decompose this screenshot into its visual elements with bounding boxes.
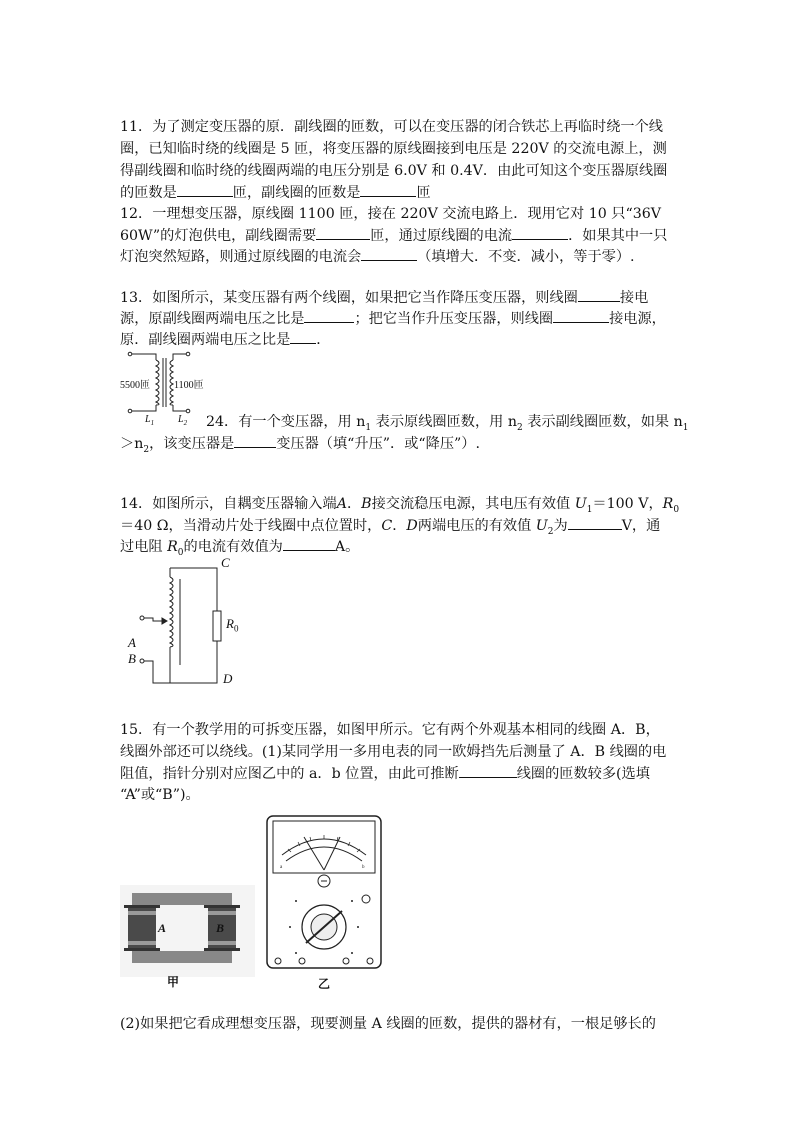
q11-line-3: 得副线圈和临时绕的线圈两端的电压分别是 6.0V 和 0.4V．由此可知这个变压器原线圈 (120, 163, 668, 179)
q14-blank-voltage[interactable] (568, 515, 622, 530)
q14-autotransformer-figure (120, 555, 245, 690)
q14-blank-current[interactable] (283, 536, 335, 551)
q14-text-h: 过电阻 (120, 539, 168, 555)
q13-blank-stepup-coil[interactable] (553, 308, 609, 323)
q14-A: A (336, 496, 347, 512)
q14-R0-2: R (167, 539, 178, 555)
q11-line-2: 圈，已知临时绕的线圈是 5 匝，将变压器的原线圈接到电压是 220V 的交流电源上，测 (120, 141, 667, 157)
q11-text-c: 匝 (416, 185, 431, 201)
q13-blank-stepdown-coil[interactable] (578, 287, 620, 302)
q12-line-2 (120, 225, 667, 247)
q14-text-f: 为 (553, 518, 568, 534)
terminal-C-label: C (221, 555, 230, 570)
svg-text:a: a (280, 865, 283, 870)
q14-dot-2: ． (392, 518, 407, 534)
q15-text-b: 线圈的匝数较多(选填 (516, 766, 650, 782)
svg-text:b: b (362, 865, 365, 870)
q14-R0-sub-2: 0 (177, 547, 184, 558)
q11-blank-primary-turns[interactable] (177, 182, 233, 197)
q24-sub-2: 2 (516, 422, 523, 433)
q12-text-a: 60W”的灯泡供电，副线圈需要 (120, 228, 317, 244)
q24-sub-4: 2 (143, 444, 150, 455)
coil-A-label: A (158, 921, 167, 935)
q24-text-e: ，该变压器是 (149, 436, 235, 452)
q13-text-a: 13．如图所示，某变压器有两个线圈，如果把它当作降压变压器，则线圈 (120, 290, 578, 306)
figure-jia-caption: 甲 (167, 975, 180, 989)
q13-text-f: 原．副线圈两端电压之比是 (120, 332, 291, 348)
q15-multimeter-figure (266, 815, 382, 969)
q15-line-3 (120, 763, 650, 785)
q13-blank-stepup-ratio[interactable] (290, 329, 316, 344)
q15-text-a: 阻值，指针分别对应图乙中的 a．b 位置，由此可推断 (120, 766, 459, 782)
q24-line-2 (120, 433, 480, 461)
detachable-transformer-image (120, 885, 255, 977)
q24-text-b: 表示原线圈匝数，用 n (371, 414, 517, 430)
q12-line-3 (120, 246, 635, 268)
q24-text-a: 24．有一个变压器，用 n (206, 414, 366, 430)
q13-line-2 (120, 308, 666, 330)
q24-sub-3: 1 (682, 422, 689, 433)
q13-text-c: 源，原副线圈两端电压之比是 (120, 311, 305, 327)
q14-text-j: A。 (334, 539, 360, 555)
q14-dot: ． (346, 496, 362, 512)
q14-U1: U (574, 496, 587, 512)
q15-line-1: 15．有一个教学用的可拆变压器，如图甲所示。它有两个外观基本相同的线圈 A．B， (120, 722, 660, 738)
q14-B: B (361, 496, 372, 512)
q14-text-i: 的电流有效值为 (183, 539, 283, 555)
q14-U2-sub: 2 (547, 526, 554, 537)
coil-B-label: B (216, 921, 225, 935)
q12-blank-short-circuit[interactable] (361, 246, 417, 261)
q15-transformer-photo (120, 885, 255, 977)
q13-transformer-figure (116, 348, 211, 428)
q12-blank-secondary-turns[interactable] (316, 225, 370, 240)
q12-line-1: 12．一理想变压器，原线圈 1100 匝，接在 220V 交流电路上．现用它对 10 只“36V (120, 206, 662, 222)
q14-text-g: V，通 (621, 518, 661, 534)
q14-U1-sub: 1 (586, 504, 593, 515)
q24-blank-type[interactable] (234, 433, 276, 448)
q13-blank-stepdown-ratio[interactable] (304, 308, 354, 323)
q15-line-5: (2)如果把它看成理想变压器，现要测量 A 线圈的匝数，提供的器材有，一根足够长的 (120, 1016, 656, 1032)
q11-blank-secondary-turns[interactable] (360, 182, 416, 197)
q14-D: D (406, 518, 418, 534)
right-coil-turns-label: 1100匝 (174, 380, 204, 391)
q12-text-d: 灯泡突然短路，则通过原线圈的电流会 (120, 249, 362, 265)
coil-L1-label: $L_1$ (145, 414, 155, 427)
resistor-R0-label: $R_0$ (226, 616, 239, 634)
q15-line-2: 线圈外部还可以绕线。(1)某同学用一多用电表的同一欧姆挡先后测量了 A．B 线圈的电 (120, 744, 667, 760)
q14-text-a: 14．如图所示，自耦变压器输入端 (120, 496, 337, 512)
q24-text-c: 表示副线圈匝数，如果 n (522, 414, 683, 430)
q11-line-1: 11．为了测定变压器的原．副线圈的匝数，可以在变压器的闭合铁芯上再临时绕一个线 (120, 119, 663, 135)
q14-text-d: ＝40 Ω，当滑动片处于线圈中点位置时， (120, 518, 382, 534)
figure-yi-caption: 乙 (318, 977, 331, 991)
q24-sub-1: 1 (365, 422, 372, 433)
q11-line-4 (120, 182, 431, 204)
q14-text-c: ＝100 V， (592, 496, 663, 512)
q12-text-c: ．如果其中一只 (568, 228, 668, 244)
terminal-D-label: D (223, 671, 233, 686)
q12-text-b: 匝，通过原线圈的电流 (370, 228, 513, 244)
q12-text-e: （填增大．不变．减小，等于零）. (417, 249, 635, 265)
q14-R0: R (662, 496, 674, 512)
q13-text-b: 接电 (619, 290, 649, 306)
q13-line-1 (120, 287, 648, 309)
q11-text-b: 匝，副线圈的匝数是 (232, 185, 361, 201)
q13-text-g: ． (316, 332, 331, 348)
q15-line-4: “A”或“B”)。 (120, 787, 200, 803)
q14-text-e: 两端电压的有效值 (417, 518, 536, 534)
terminal-A-label: A (128, 635, 136, 650)
q14-R0-sub: 0 (673, 504, 680, 515)
q12-blank-primary-current[interactable] (512, 225, 568, 240)
q14-U2: U (535, 518, 548, 534)
q24-text-d: ＞n (120, 436, 144, 452)
q13-text-d: ；把它当作升压变压器，则线圈 (354, 311, 554, 327)
terminal-B-label: B (128, 651, 136, 666)
q14-C: C (381, 518, 393, 534)
q13-text-e: 接电源， (609, 311, 666, 327)
coil-L2-label: $L_2$ (178, 414, 188, 427)
multimeter-image (266, 815, 382, 969)
left-coil-turns-label: 5500匝 (120, 380, 150, 391)
q24-text-f: 变压器（填“升压”．或“降压”）. (276, 436, 480, 452)
q14-text-b: 接交流稳压电源，其电压有效值 (371, 496, 575, 512)
q15-blank-coil[interactable] (459, 763, 517, 778)
q11-text-a: 的匝数是 (120, 185, 177, 201)
